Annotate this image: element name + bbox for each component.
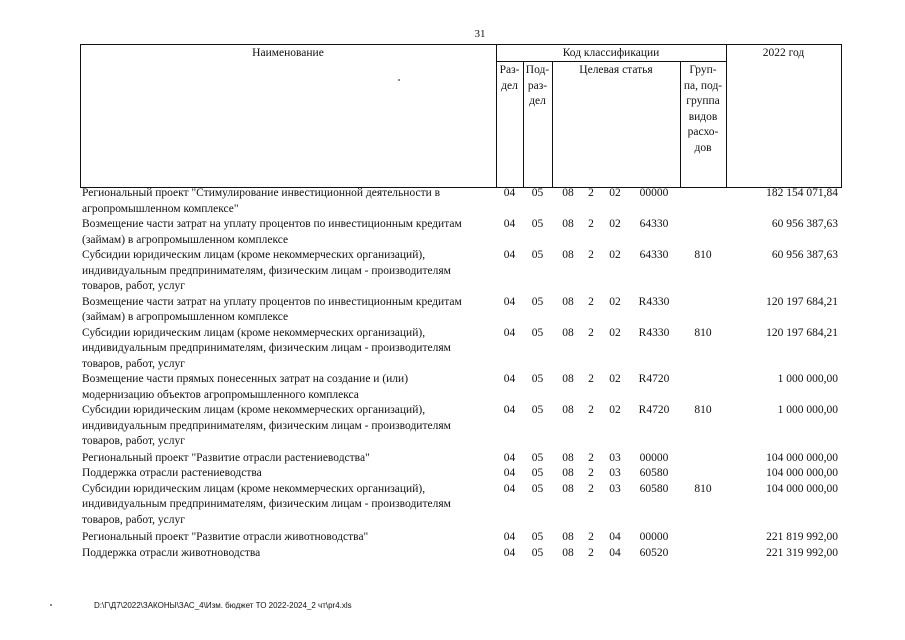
header-podrazdel-line: раз- [527,79,548,92]
table-body [80,186,842,561]
header-group-line: видов [688,110,718,123]
cell-target-main-event: 02 [609,187,621,199]
cell-target-program: 08 [562,531,574,543]
row-name-line: Поддержка отрасли растениеводства [82,467,262,479]
row-name-line: модернизацию объектов агропромышленного комплекса [82,388,359,401]
cell-target-program: 08 [562,546,574,559]
table-row [80,451,842,467]
cell-target-direction: 60520 [639,546,669,559]
cell-target-main-event: 02 [609,218,621,230]
cell-target-main-event: 02 [609,249,621,261]
table-row [80,295,842,326]
cell-razdel: 04 [503,451,516,464]
cell-razdel: 04 [503,249,516,261]
row-name-line: Поддержка отрасли животноводства [82,546,261,559]
cell-target-program: 08 [562,249,574,261]
header-border-right [841,45,842,187]
header-group-line: Груп- [689,64,717,76]
cell-razdel: 04 [503,546,516,559]
cell-podrazdel: 05 [531,187,544,199]
cell-target-main-event: 02 [609,295,621,308]
row-name-line: Возмещение части прямых понесенных затрат на создание и (или) [82,373,409,385]
row-name [80,530,498,546]
cell-target-program: 08 [562,218,574,230]
cell-target-direction: 00000 [639,187,669,199]
table-row [80,372,842,403]
row-name-line: индивидуальным предпринимателям, физическим лицам - производителям [82,419,451,432]
header-year: 2022 год [762,47,805,59]
footer-file-path: D:\Г\Д7\2022\ЗАКОНЫ\ЗАС_4\Изм. бюджет ТО 2022-2024_2 чт\pr4.xls [94,601,352,610]
header-razdel [496,63,523,94]
header-border-left [80,45,81,187]
header-target: Целевая статья [579,64,653,76]
cell-amount: 104 000 000,00 [766,482,838,495]
cell-target-program: 08 [562,404,574,416]
cell-target-subprogram: 2 [588,482,594,495]
row-name-line: индивидуальным предпринимателям, физическим лицам - производителям [82,342,451,354]
cell-target-direction: 60580 [639,482,669,495]
cell-podrazdel: 05 [531,249,544,261]
cell-target-program: 08 [562,373,574,385]
table-row [80,530,842,546]
cell-podrazdel: 05 [531,546,544,559]
row-name-line: агропромышленном комплексе" [82,202,239,215]
cell-podrazdel: 05 [531,373,544,385]
header-group-line: группа [686,95,720,107]
cell-amount: 104 000 000,00 [766,467,838,479]
cell-target-program: 08 [562,482,574,495]
cell-target-direction: R4720 [638,404,670,416]
cell-target-direction: R4330 [638,295,670,308]
cell-razdel: 04 [503,187,516,199]
table-row [80,546,842,562]
header-code: Код классификации [562,47,660,59]
row-name-line: (займам) в агропромышленном комплексе [82,233,289,246]
row-name [80,295,498,326]
cell-group: 810 [694,482,712,495]
cell-target-main-event: 03 [609,451,621,464]
cell-target-main-event: 04 [609,531,621,543]
cell-target-main-event: 02 [609,404,621,416]
cell-amount: 60 956 387,63 [771,249,838,261]
cell-razdel: 04 [503,404,516,416]
row-name-line: товаров, работ, услуг [82,513,185,526]
page-number: 31 [474,28,486,40]
row-name [80,466,498,482]
header-group-line: па, под- [683,79,723,92]
cell-target-direction: 64330 [639,249,669,261]
row-name-line: Субсидии юридическим лицам (кроме некоммерческих организаций), [82,404,426,416]
cell-group: 810 [694,404,712,416]
cell-amount: 1 000 000,00 [777,404,838,416]
table-row [80,217,842,248]
cell-target-direction: 00000 [639,451,669,464]
table-row [80,186,842,217]
cell-target-subprogram: 2 [588,295,594,308]
row-name-line: Возмещение части затрат на уплату процентов по инвестиционным кредитам [82,295,462,308]
scan-speck [398,79,400,81]
cell-razdel: 04 [503,295,516,308]
header-name: Наименование [252,47,324,59]
table-row [80,482,842,529]
row-name-line: Региональный проект "Развитие отрасли животноводства" [82,531,369,543]
cell-target-main-event: 04 [609,546,621,559]
scan-speck [50,604,52,606]
row-name-line: товаров, работ, услуг [82,280,185,292]
cell-razdel: 04 [503,467,516,479]
row-name [80,546,498,562]
table-row [80,326,842,373]
header-divider-podrazdel [552,62,553,187]
row-name-line: Региональный проект "Стимулирование инвестиционной деятельности в [82,187,441,199]
cell-amount: 120 197 684,21 [766,295,838,308]
row-name-line: индивидуальным предпринимателям, физическим лицам - производителям [82,264,451,277]
row-name-line: (займам) в агропромышленном комплексе [82,311,289,323]
row-name-line: Субсидии юридическим лицам (кроме некоммерческих организаций), [82,249,426,261]
header-group-line: расхо- [687,126,719,138]
row-name-line: Субсидии юридическим лицам (кроме некоммерческих организаций), [82,482,426,495]
cell-target-program: 08 [562,187,574,199]
header-divider-code [726,45,727,187]
cell-podrazdel: 05 [531,218,544,230]
cell-podrazdel: 05 [531,404,544,416]
header-group-line: дов [694,141,712,154]
row-name-line: индивидуальным предпринимателям, физическим лицам - производителям [82,498,451,510]
row-name [80,248,498,295]
header-razdel-line: Раз- [499,64,520,76]
cell-amount: 104 000 000,00 [766,451,838,464]
cell-podrazdel: 05 [531,467,544,479]
row-name-line: товаров, работ, услуг [82,435,185,447]
cell-target-subprogram: 2 [588,451,594,464]
cell-razdel: 04 [503,482,516,495]
header-podrazdel [523,63,552,110]
cell-target-subprogram: 2 [588,546,594,559]
cell-target-direction: 60580 [639,467,669,479]
header-podrazdel-line: дел [529,95,546,107]
cell-target-subprogram: 2 [588,326,594,339]
cell-target-subprogram: 2 [588,249,594,261]
row-name [80,451,498,467]
cell-target-program: 08 [562,451,574,464]
cell-razdel: 04 [503,326,516,339]
cell-podrazdel: 05 [531,531,544,543]
cell-amount: 182 154 071,84 [766,187,838,199]
cell-razdel: 04 [503,531,516,543]
cell-razdel: 04 [503,373,516,385]
row-name-line: товаров, работ, услуг [82,357,185,370]
table-row [80,466,842,482]
cell-group: 810 [694,326,712,339]
header-podrazdel-line: Под- [525,64,550,76]
cell-target-program: 08 [562,326,574,339]
row-name [80,482,498,529]
row-name [80,326,498,373]
row-name [80,372,498,403]
cell-target-subprogram: 2 [588,467,594,479]
cell-target-main-event: 03 [609,467,621,479]
cell-target-subprogram: 2 [588,218,594,230]
cell-target-subprogram: 2 [588,373,594,385]
row-name [80,403,498,450]
cell-target-main-event: 03 [609,482,621,495]
cell-target-program: 08 [562,467,574,479]
cell-amount: 60 956 387,63 [771,218,838,230]
row-name [80,217,498,248]
cell-podrazdel: 05 [531,482,544,495]
cell-target-main-event: 02 [609,373,621,385]
table-row [80,403,842,450]
cell-target-direction: R4330 [638,326,670,339]
cell-amount: 221 319 992,00 [766,546,838,559]
row-name-line: Региональный проект "Развитие отрасли растениеводства" [82,451,370,464]
cell-target-subprogram: 2 [588,187,594,199]
header-razdel-line: дел [501,79,518,92]
row-name-line: Возмещение части затрат на уплату процентов по инвестиционным кредитам [82,218,462,230]
row-name [80,186,498,217]
cell-razdel: 04 [503,218,516,230]
cell-target-subprogram: 2 [588,531,594,543]
cell-target-main-event: 02 [609,326,621,339]
table-row [80,248,842,295]
table-header [80,44,842,188]
cell-target-subprogram: 2 [588,404,594,416]
cell-amount: 221 819 992,00 [766,531,838,543]
header-group [680,63,726,156]
cell-target-program: 08 [562,295,574,308]
row-name-line: Субсидии юридическим лицам (кроме некоммерческих организаций), [82,326,426,339]
cell-target-direction: 00000 [639,531,669,543]
cell-group: 810 [694,249,712,261]
cell-podrazdel: 05 [531,326,544,339]
cell-podrazdel: 05 [531,295,544,308]
cell-target-direction: 64330 [639,218,669,230]
cell-amount: 1 000 000,00 [777,373,838,385]
cell-podrazdel: 05 [531,451,544,464]
cell-target-direction: R4720 [638,373,670,385]
cell-amount: 120 197 684,21 [766,326,838,339]
